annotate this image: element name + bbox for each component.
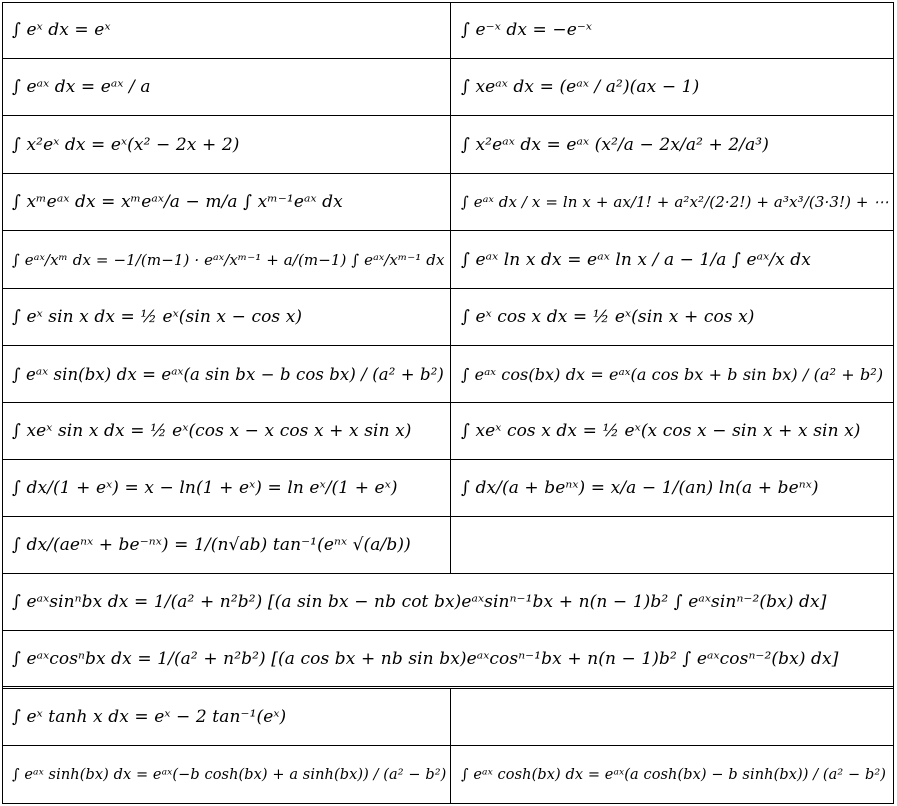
formula-cell: ∫ eᵃˣ sinh(bx) dx = eᵃˣ(−b cosh(bx) + a sinh(bx)) / (a² − b²) xyxy=(2,746,451,804)
formula-cell: ∫ eˣ cos x dx = ½ eˣ(sin x + cos x) xyxy=(461,307,755,327)
table-row xyxy=(2,231,894,289)
table-row xyxy=(2,574,894,631)
formula-cell: ∫ dx/(1 + eˣ) = x − ln(1 + eˣ) = ln eˣ/(1 + eˣ) xyxy=(2,460,451,516)
formula-cell: ∫ dx/(a + beⁿˣ) = x/a − 1/(an) ln(a + beⁿˣ) xyxy=(461,478,819,498)
formula-cell: ∫ eᵃˣ cosh(bx) dx = eᵃˣ(a cosh(bx) − b sinh(bx)) / (a² − b²) xyxy=(461,767,887,783)
formula-cell: ∫ eᵃˣ dx = eᵃˣ / a xyxy=(2,59,451,115)
formula-cell: ∫ eᵃˣ sin(bx) dx = eᵃˣ(a sin bx − b cos bx) / (a² + b²) xyxy=(2,346,451,402)
formula-cell xyxy=(451,689,894,745)
table-row xyxy=(2,403,894,460)
formula-cell: ∫ dx/(aeⁿˣ + be⁻ⁿˣ) = 1/(n√ab) tan⁻¹(eⁿˣ √(a/b)) xyxy=(2,517,451,573)
table-row xyxy=(2,2,894,59)
table-row xyxy=(2,517,894,574)
formula-cell-full: ∫ eᵃˣcosⁿbx dx = 1/(a² + n²b²) [(a cos bx + nb sin bx)eᵃˣcosⁿ⁻¹bx + n(n − 1)b² ∫ eᵃˣcosⁿ⁻²(bx) dx] xyxy=(12,648,839,669)
formula-cell-full: ∫ eᵃˣsinⁿbx dx = 1/(a² + n²b²) [(a sin bx − nb cot bx)eᵃˣsinⁿ⁻¹bx + n(n − 1)b² ∫ eᵃˣsinⁿ⁻²(bx) dx] xyxy=(12,592,827,612)
formula-cell: ∫ xeᵃˣ dx = (eᵃˣ / a²)(ax − 1) xyxy=(461,77,700,97)
formula-cell: ∫ x²eˣ dx = eˣ(x² − 2x + 2) xyxy=(2,116,451,173)
table-row xyxy=(2,746,894,804)
formula-cell: ∫ eˣ dx = eˣ xyxy=(2,2,451,58)
formula-cell: ∫ xᵐeᵃˣ dx = xᵐeᵃˣ/a − m/a ∫ xᵐ⁻¹eᵃˣ dx xyxy=(2,174,451,230)
formula-cell: ∫ eˣ tanh x dx = eˣ − 2 tan⁻¹(eˣ) xyxy=(2,689,451,745)
formula-cell: ∫ eᵃˣ cos(bx) dx = eᵃˣ(a cos bx + b sin bx) / (a² + b²) xyxy=(461,364,884,384)
formula-cell: ∫ eᵃˣ ln x dx = eᵃˣ ln x / a − 1/a ∫ eᵃˣ/x dx xyxy=(461,249,811,270)
formula-cell: ∫ eˣ sin x dx = ½ eˣ(sin x − cos x) xyxy=(2,289,451,345)
formula-cell: ∫ x²eᵃˣ dx = eᵃˣ (x²/a − 2x/a² + 2/a³) xyxy=(461,134,769,155)
table-row xyxy=(2,116,894,174)
table-row xyxy=(2,631,894,689)
formula-cell: ∫ eᵃˣ dx / x = ln x + ax/1! + a²x²/(2·2!) + a³x³/(3·3!) + ⋯ xyxy=(461,193,889,211)
formula-cell xyxy=(451,517,894,573)
table-row xyxy=(2,59,894,116)
formula-cell: ∫ xeˣ sin x dx = ½ eˣ(cos x − x cos x + x sin x) xyxy=(2,403,451,459)
formula-cell: ∫ eᵃˣ/xᵐ dx = −1/(m−1) · eᵃˣ/xᵐ⁻¹ + a/(m−1) ∫ eᵃˣ/xᵐ⁻¹ dx xyxy=(2,231,451,288)
table-row xyxy=(2,346,894,403)
table-row xyxy=(2,174,894,231)
formula-cell: ∫ xeˣ cos x dx = ½ eˣ(x cos x − sin x + x sin x) xyxy=(461,421,861,441)
table-row xyxy=(2,460,894,517)
table-row xyxy=(2,289,894,346)
formula-cell: ∫ e⁻ˣ dx = −e⁻ˣ xyxy=(461,20,593,40)
table-row xyxy=(2,689,894,746)
